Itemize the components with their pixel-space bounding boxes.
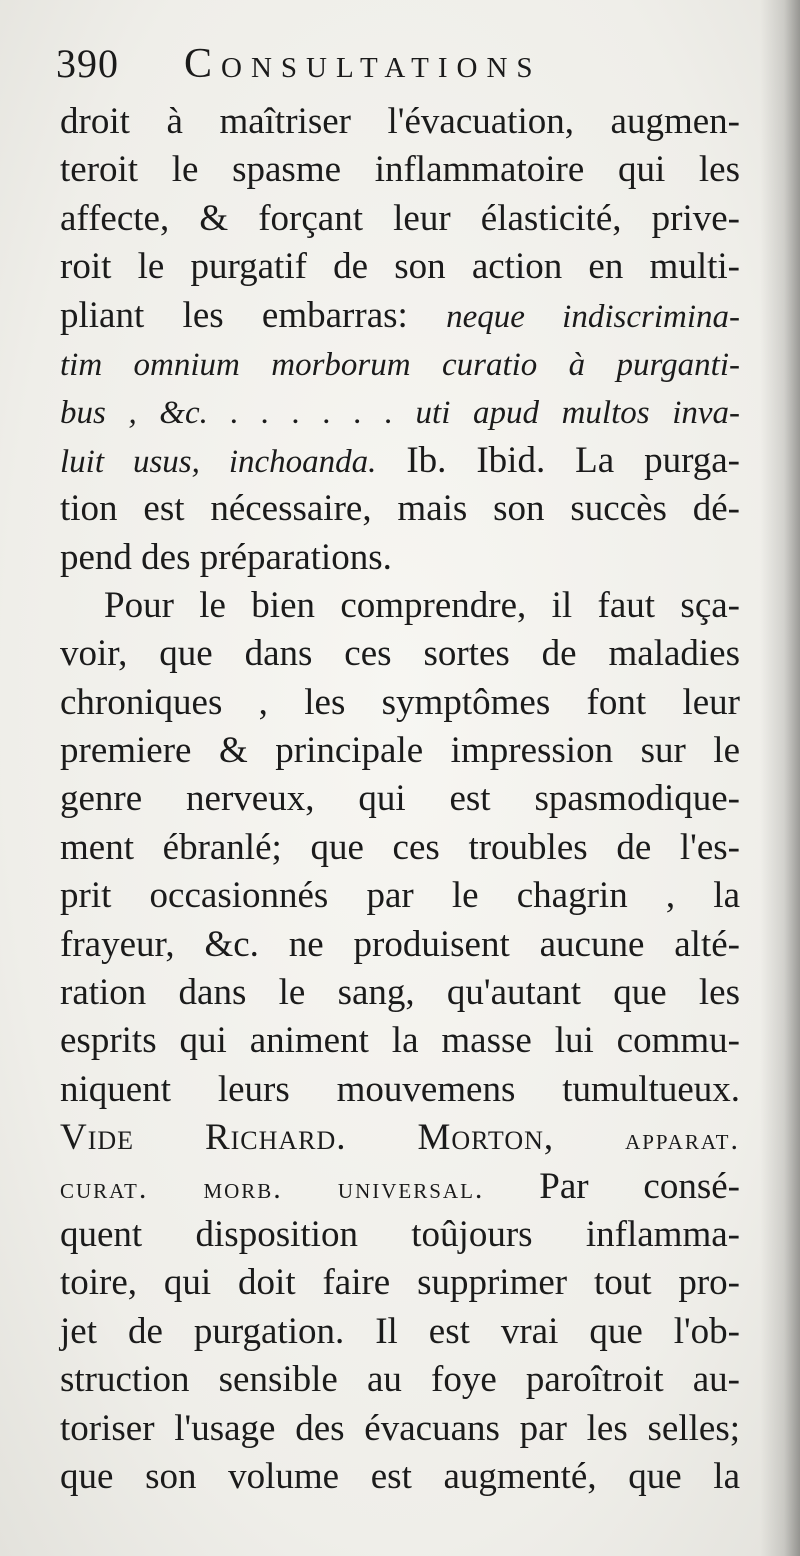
- text-line-19: ration dans le sang, qu'autant que les: [60, 972, 740, 1014]
- text-line-23: [60, 1163, 740, 1211]
- running-title: Consultations: [184, 41, 542, 87]
- page-number: 390: [56, 41, 119, 86]
- text-line-6: [60, 340, 740, 388]
- latin-quotation: luit usus, inchoanda.: [60, 443, 377, 480]
- text-line-28: toriser l'usage des évacuans par les selles;: [60, 1407, 740, 1449]
- page-edge-shadow: [760, 0, 800, 1556]
- text-line-9: tion est nécessaire, mais son succès dé-: [60, 488, 740, 530]
- text-line-24: quent disposition toûjours inflamma-: [60, 1213, 740, 1255]
- text-line-14: premiere & principale impression sur le: [60, 730, 740, 772]
- text-roman: Ib. Ibid. La purga-: [376, 439, 740, 481]
- text-line-17: prit occasionnés par le chagrin , la: [60, 875, 740, 917]
- text-line-22: [60, 1114, 740, 1162]
- text-line-18: frayeur, &c. ne produisent aucune alté-: [60, 923, 740, 965]
- text-line-5: [60, 292, 740, 340]
- citation-author: Vide Richard. Morton,: [60, 1117, 626, 1159]
- text-line-25: toire, qui doit faire supprimer tout pro-: [60, 1262, 740, 1304]
- latin-quotation: bus , &c. . . . . . . uti apud multos inva-: [60, 395, 740, 432]
- page-header: [56, 40, 756, 100]
- text-line-20: esprits qui animent la masse lui commu-: [60, 1020, 740, 1062]
- text-line-13: chroniques , les symptômes font leur: [60, 681, 740, 723]
- body-text: [60, 98, 740, 1501]
- text-line-4: roit le purgatif de son action en multi-: [60, 246, 740, 288]
- text-line-29: que son volume est augmenté, que la: [60, 1455, 740, 1497]
- text-line-21: niquent leurs mouvemens tumultueux.: [60, 1068, 740, 1110]
- latin-quotation: tim omnium morborum curatio à purganti-: [60, 346, 740, 383]
- text-roman: Par consé-: [484, 1165, 740, 1207]
- text-line-1: droit à maîtriser l'évacuation, augmen-: [60, 101, 740, 142]
- text-line-15: genre nerveux, qui est spasmodique-: [60, 778, 740, 820]
- text-line-7: [60, 388, 740, 436]
- citation-work: curat. morb. universal.: [60, 1171, 485, 1205]
- text-line-2: teroit le spasme inflammatoire qui les: [60, 149, 740, 191]
- text-line-10: pend des préparations.: [60, 536, 392, 578]
- text-line-27: struction sensible au foye paroîtroit au-: [60, 1359, 740, 1401]
- citation-work: apparat.: [625, 1123, 740, 1157]
- text-roman: pliant les embarras:: [60, 294, 447, 336]
- text-line-16: ment ébranlé; que ces troubles de l'es-: [60, 826, 740, 868]
- text-line-26: jet de purgation. Il est vrai que l'ob-: [60, 1310, 740, 1352]
- text-line-12: voir, que dans ces sortes de maladies: [60, 633, 740, 675]
- text-line-3: affecte, & forçant leur élasticité, prive-: [60, 197, 740, 239]
- text-line-8: [60, 437, 740, 485]
- latin-quotation: neque indiscrimina-: [446, 298, 740, 335]
- text-line-11: Pour le bien comprendre, il faut sça-: [104, 584, 740, 626]
